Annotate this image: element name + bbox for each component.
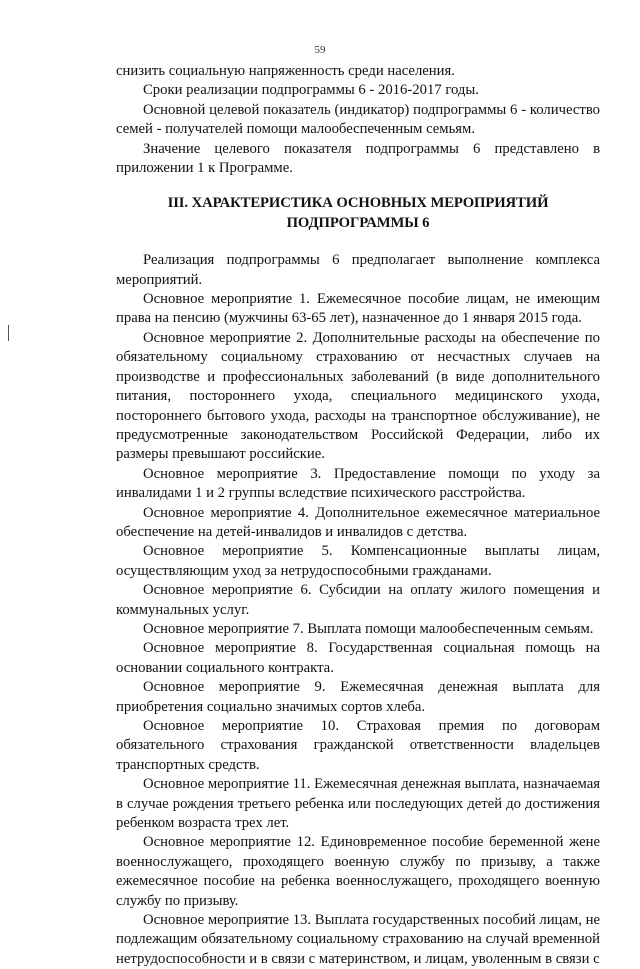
- paragraph: Основное мероприятие 9. Ежемесячная денежная выплата для приобретения социально значимых сортов хлеба.: [116, 679, 600, 715]
- paragraph: Основное мероприятие 1. Ежемесячное пособие лицам, не имеющим права на пенсию (мужчины 63-65 лет), назначенное до 1 января 2015 года.: [116, 291, 600, 327]
- margin-mark: [8, 325, 9, 341]
- paragraph: Основное мероприятие 4. Дополнительное ежемесячное материальное обеспечение на детей-инвалидов и инвалидов с детства.: [116, 504, 600, 540]
- page-number: 59: [314, 44, 326, 56]
- paragraph: Основное мероприятие 13. Выплата государственных пособий лицам, не подлежащим обязательному социальному страхованию на случай временной нетрудоспособности и в связи с материнством, и лицам, уволенным в связи с: [116, 912, 600, 967]
- paragraph: Основное мероприятие 12. Единовременное пособие беременной жене военнослужащего, проходящего военную службу по призыву, а также ежемесячное пособие на ребенка военнослужащего, проходящего военную службу по призыву.: [116, 834, 600, 909]
- paragraph: Основное мероприятие 7. Выплата помощи малообеспеченным семьям.: [143, 620, 594, 637]
- section-heading: III. ХАРАКТЕРИСТИКА ОСНОВНЫХ МЕРОПРИЯТИЙ ПОДПРОГРАММЫ 6: [167, 195, 549, 231]
- paragraph: Основное мероприятие 5. Компенсационные выплаты лицам, осуществляющим уход за нетрудоспособными гражданами.: [116, 543, 600, 579]
- paragraph: Основное мероприятие 6. Субсидии на оплату жилого помещения и коммунальных услуг.: [116, 582, 600, 618]
- paragraph: Реализация подпрограммы 6 предполагает выполнение комплекса мероприятий.: [116, 252, 600, 288]
- paragraph: Значение целевого показателя подпрограммы 6 представлено в приложении 1 к Программе.: [116, 140, 600, 177]
- paragraph: Основное мероприятие 8. Государственная социальная помощь на основании социального контракта.: [116, 640, 600, 676]
- paragraph: Основное мероприятие 3. Предоставление помощи по уходу за инвалидами 1 и 2 группы вследствие психического расстройства.: [116, 465, 600, 502]
- paragraph: Основное мероприятие 10. Страховая премия по договорам обязательного страхования гражданской ответственности владельцев транспортных средств.: [116, 718, 600, 773]
- paragraph: снизить социальную напряженность среди населения.: [116, 63, 455, 79]
- paragraph: Основной целевой показатель (индикатор) подпрограммы 6 - количество семей - получателей помощи малообеспеченным семьям.: [116, 101, 600, 138]
- paragraph: Основное мероприятие 2. Дополнительные расходы на обеспечение по обязательному социальному страхованию от несчастных случаев на производстве и профессиональных заболеваний (в виде дополнительного питания, постороннего ухода, специального медицинского ухода, постороннего бытового ухода, расходы на транспортное обслуживание), не предусмотренные законодательством Российской Федерации, либо их размеры превышают российские.: [116, 329, 600, 463]
- document-body: [116, 62, 600, 969]
- paragraph: Сроки реализации подпрограммы 6 - 2016-2017 годы.: [143, 82, 479, 99]
- paragraph: Основное мероприятие 11. Ежемесячная денежная выплата, назначаемая в случае рождения третьего ребенка или последующих детей до достижения ребенком возраста трех лет.: [116, 776, 600, 832]
